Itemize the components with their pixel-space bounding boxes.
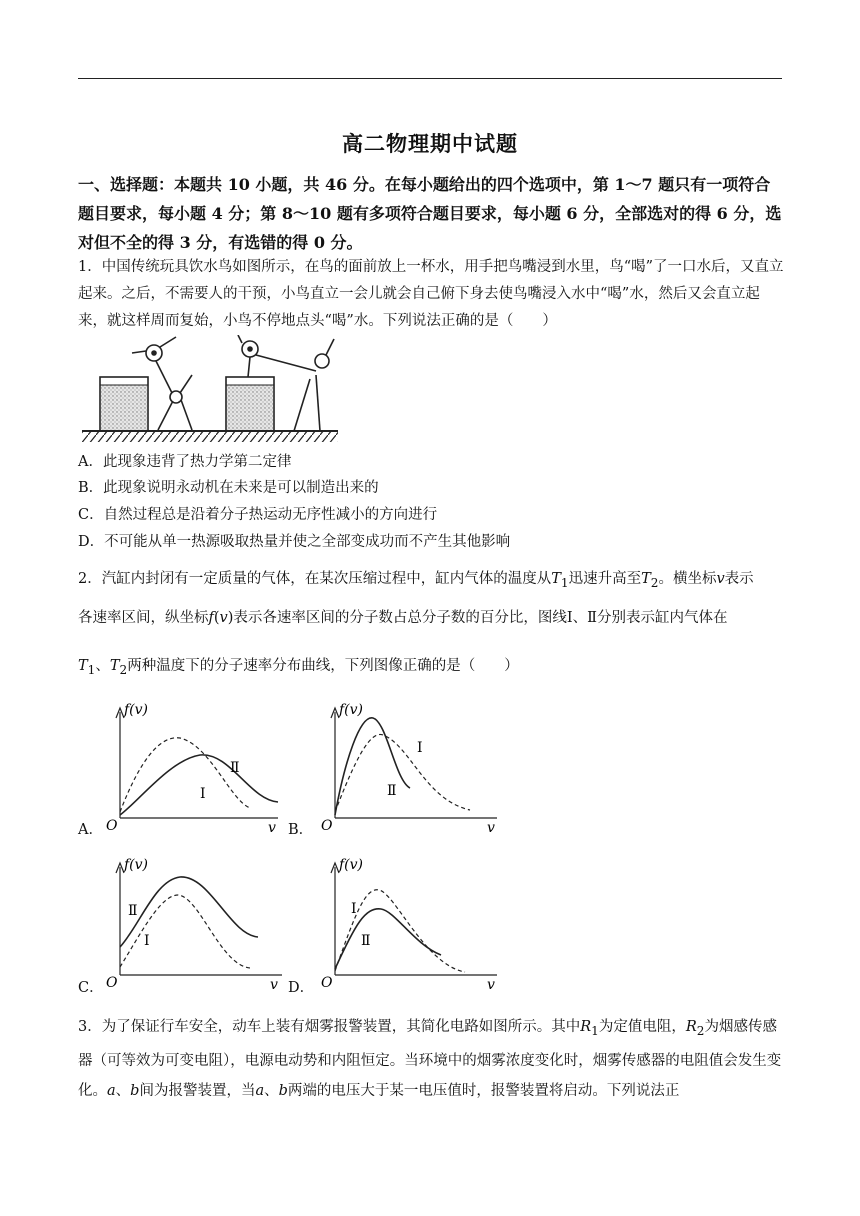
- question-1-stem: 1．中国传统玩具饮水鸟如图所示，在鸟的面前放上一杯水，用手把鸟嘴浸到水里，鸟“喝”了一口水后，又直立起来。之后，不需要人的干预，小鸟直立一会儿就会自己俯下身去使鸟嘴浸入水中“喝”水，然后又会直立起来，就这样周而复始，小鸟不停地点头“喝”水。下列说法正确的是（ ）: [78, 259, 784, 329]
- graph-a-origin: O: [106, 818, 118, 834]
- graph-c: [100, 855, 285, 993]
- graph-a-label: A．: [78, 822, 103, 838]
- graph-d-label: D．: [288, 980, 315, 996]
- graph-b-curve-1-label: Ⅰ: [417, 740, 423, 756]
- graph-c-origin: O: [106, 975, 118, 991]
- graph-c-curve-1-label: Ⅰ: [144, 933, 150, 949]
- header-rule: [78, 78, 782, 79]
- graph-b-label: B．: [288, 822, 314, 838]
- graph-a-curve-1-label: Ⅰ: [200, 786, 206, 802]
- graph-b: [315, 700, 500, 835]
- graph-b-origin: O: [321, 818, 333, 834]
- graph-b-ylabel: f(v): [339, 702, 364, 718]
- page-title: 高二物理期中试题: [342, 131, 518, 156]
- drinking-bird-illustration: [80, 335, 342, 445]
- graph-c-label: C．: [78, 980, 104, 996]
- graph-d-xlabel: v: [487, 977, 495, 993]
- question-3-stem: 3．为了保证行车安全，动车上装有烟雾报警装置，其简化电路如图所示。其中$R_1$为定值电阻，$R_2$为烟感传感器（可等效为可变电阻），电源电动势和内阻恒定。当环境中的烟雾浓度变化时，烟雾传感器的电阻值会发生变化。a、b间为报警装置，当a、b两端的电压大于某一电压值时，报警装置将启动。下列说法正: [78, 1019, 782, 1099]
- question-1-option-a: A．此现象违背了热力学第二定律: [78, 454, 292, 470]
- graph-b-curve-2-label: Ⅱ: [387, 783, 397, 799]
- graph-a-ylabel: f(v): [124, 702, 149, 718]
- graph-a-xlabel: v: [268, 820, 276, 835]
- graph-a: [100, 700, 280, 835]
- graph-d-curve-1-label: Ⅰ: [351, 901, 357, 917]
- graph-b-xlabel: v: [487, 820, 495, 835]
- graph-c-ylabel: f(v): [124, 857, 149, 873]
- graph-c-xlabel: v: [270, 977, 278, 993]
- graph-c-curve-2-label: Ⅱ: [128, 903, 138, 919]
- question-2-line-3: $T_1$、$T_2$两种温度下的分子速率分布曲线，下列图像正确的是（ ）: [78, 658, 519, 677]
- graph-d: [315, 855, 500, 993]
- graph-a-curve-2-label: Ⅱ: [230, 760, 240, 776]
- graph-d-origin: O: [321, 975, 333, 991]
- section-instructions: 一、选择题：本题共 10 小题，共 46 分。在每小题给出的四个选项中，第 1～7 题只有一项符合题目要求，每小题 4 分；第 8～10 题有多项符合题目要求，每小题 6 分，全部选对的得 6 分，选对但不全的得 3 分，有选错的得 0 分。: [78, 175, 782, 252]
- question-2-line-2: 各速率区间，纵坐标f(v)表示各速率区间的分子数占总分子数的百分比，图线Ⅰ、Ⅱ分别表示缸内气体在: [78, 610, 728, 626]
- graph-d-ylabel: f(v): [339, 857, 364, 873]
- graph-d-curve-2-label: Ⅱ: [361, 933, 371, 949]
- question-2-line-1: 2．汽缸内封闭有一定质量的气体，在某次压缩过程中，缸内气体的温度从$T_1$迅速升高至$T_2$。横坐标v表示: [78, 571, 754, 590]
- question-1-option-c: C．自然过程总是沿着分子热运动无序性减小的方向进行: [78, 507, 438, 523]
- question-1-option-b: B．此现象说明永动机在未来是可以制造出来的: [78, 480, 379, 496]
- question-1-option-d: D．不可能从单一热源吸取热量并使之全部变成功而不产生其他影响: [78, 534, 511, 550]
